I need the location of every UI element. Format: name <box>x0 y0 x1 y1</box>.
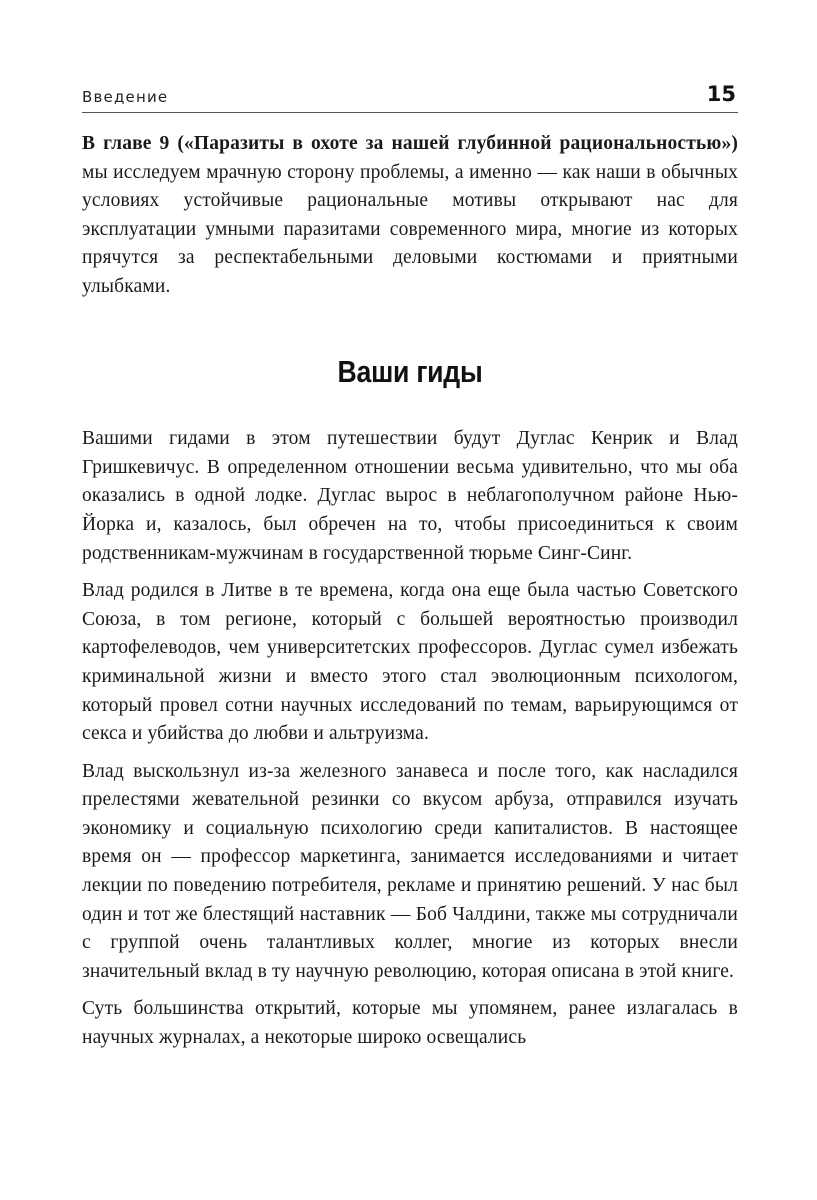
body-paragraph-1: Вашими гидами в этом путешествии будут Дуглас Кенрик и Влад Гришкевичус. В определенном отношении весьма удивительно, что мы оба оказались в одной лодке. Дуглас вырос в неблагополучном районе Нью-Йорка и, казалось, был обречен на то, чтобы присоединиться к своим родственникам-мужчинам в государственной тюрьме Синг-Синг. <box>82 428 738 564</box>
body-paragraph-2: Влад родился в Литве в те времена, когда она еще была частью Советского Союза, в том регионе, который с большей вероятностью производил картофелеводов, чем университетских профессоров. Дуглас сумел избежать криминальной жизни и вместо этого стал эволюционным психологом, который провел сотни научных исследований по темам, варьирующимся от секса и убийства до любви и альтруизма. <box>82 580 738 745</box>
page-body <box>82 130 738 1062</box>
intro-paragraph <box>82 130 738 302</box>
intro-text: мы исследуем мрачную сторону проблемы, а именно — как наши в обычных условиях устойчивые рациональные мотивы открывают нас для эксплуатации умными паразитами современного мира, многие из которых прячутся за респектабельными деловыми костюмами и приятными улыбками. <box>82 161 738 297</box>
intro-bold-lead: В главе 9 («Паразиты в охоте за нашей глубинной рациональностью») <box>82 133 738 154</box>
running-title: Введение <box>82 88 169 106</box>
page-number: 15 <box>706 82 736 106</box>
body-paragraph-4: Суть большинства открытий, которые мы упомянем, ранее излагалась в научных журналах, а некоторые широко освещались <box>82 998 738 1049</box>
section-heading: Ваши гиды <box>337 353 483 389</box>
running-header <box>82 80 738 113</box>
body-paragraph-3: Влад выскользнул из-за железного занавеса и после того, как насладился прелестями жевательной резинки со вкусом арбуза, отправился изучать экономику и социальную психологию среди капиталистов. В настоящее время он — профессор маркетинга, занимается исследованиями и читает лекции по поведению потребителя, рекламе и принятию решений. У нас был один и тот же блестящий наставник — Боб Чалдини, также мы сотрудничали с группой очень талантливых коллег, многие из которых внесли значительный вклад в ту научную революцию, которая описана в этой книге. <box>82 760 738 982</box>
